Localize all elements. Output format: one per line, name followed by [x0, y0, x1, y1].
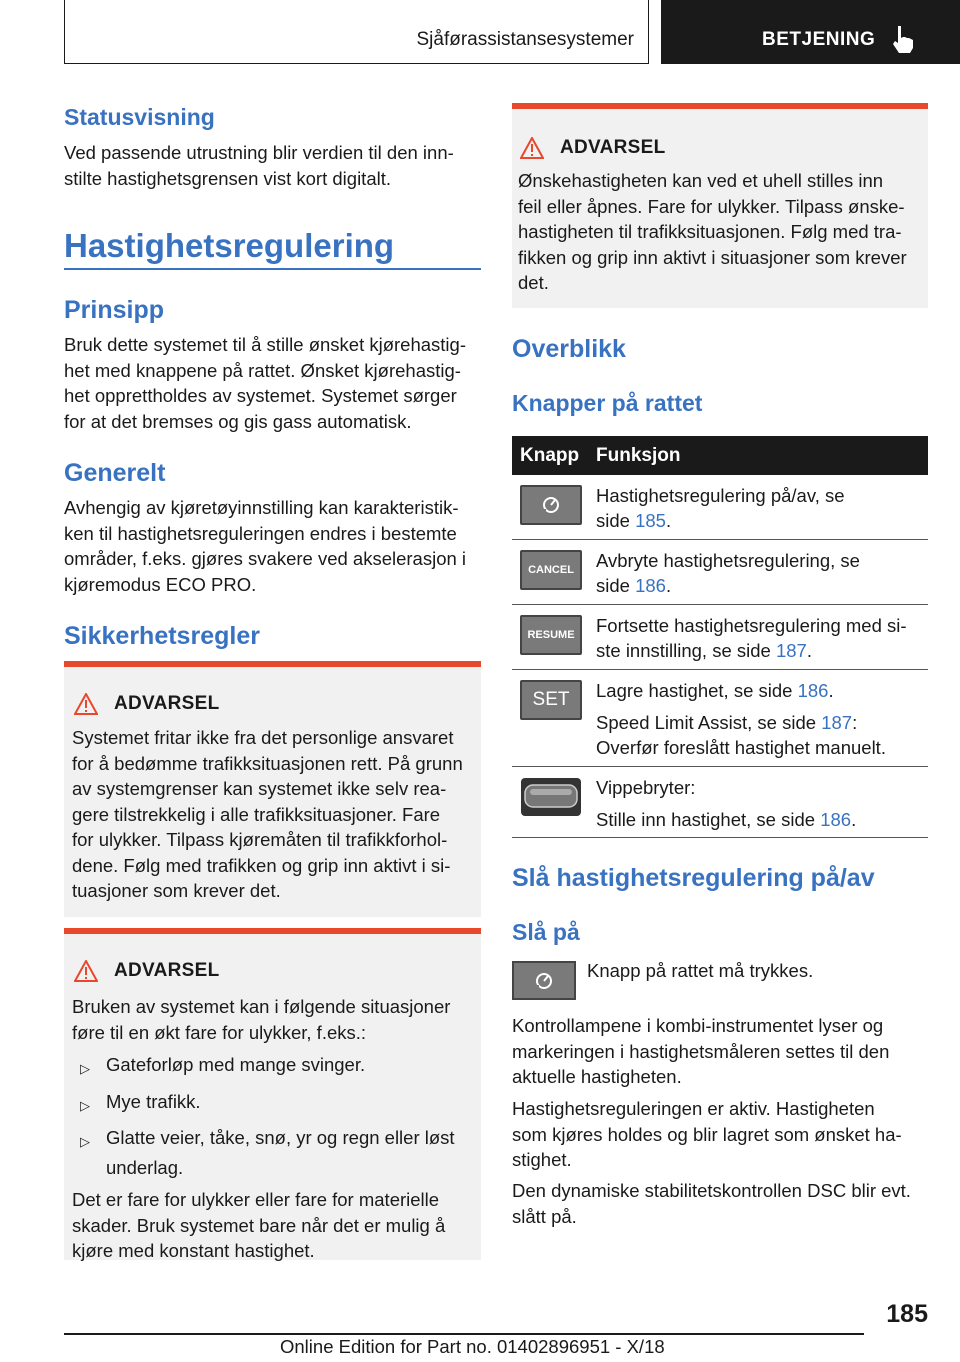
row-3-text: Fortsette hastighetsregulering med si- ste innstilling, se side 187.	[596, 615, 907, 661]
prinsipp-heading: Prinsipp	[64, 296, 165, 324]
hand-pointer-icon	[891, 24, 917, 54]
footer-edition: Online Edition for Part no. 01402896951 - X/18	[280, 1336, 665, 1357]
header-section-tab	[64, 0, 649, 64]
table-row	[512, 670, 928, 767]
page-link[interactable]: 186	[820, 809, 852, 830]
rocker-switch-icon	[520, 777, 582, 817]
generelt-heading: Generelt	[64, 459, 166, 487]
page-title: Hastighetsregulering	[64, 227, 395, 264]
table-row	[512, 475, 928, 540]
list-item: ▷ Gateforløp med mange svinger.	[80, 1054, 366, 1076]
warning-triangle-icon	[520, 137, 544, 159]
warning-3-title: ADVARSEL	[520, 137, 666, 159]
slapa-text: Knapp på rattet må trykkes.	[587, 960, 814, 981]
row-4-text: Lagre hastighet, se side 186. Speed Limit Assist, se side 187: Overfør foreslått hastighet manuelt.	[596, 680, 886, 758]
list-item: ▷ Glatte veier, tåke, snø, yr og regn eller løst	[80, 1127, 455, 1149]
header-chapter-tab	[661, 0, 960, 64]
row-5-text: Vippebryter: Stille inn hastighet, se side 186.	[596, 777, 857, 830]
resume-key-icon: RESUME	[520, 615, 582, 655]
slapa-para-3: Den dynamiske stabilitetskontrollen DSC blir evt. slått på.	[512, 1180, 911, 1227]
header-section-title: Sjåførassistansesystemer	[416, 29, 634, 50]
row-1-text: Hastighetsregulering på/av, se side 185.	[596, 485, 845, 531]
table-row	[512, 540, 928, 605]
warning-triangle-icon	[74, 960, 98, 982]
generelt-text: Avhengig av kjøretøyinnstilling kan karakteristik- ken til hastighetsreguleringen endres i bestemte områder, f.eks. gjøres svakere ved akselerasjon i kjøremodus ECO PRO.	[64, 497, 467, 595]
table-header	[512, 436, 928, 475]
prinsipp-text: Bruk dette systemet til å stille ønsket kjørehastig- het med knappene på rattet. Ønsket kjørehastig- het opprettholdes av systemet. Systemet sørger for at det bremses og gis gass automatisk.	[64, 334, 466, 432]
warning-box-3	[512, 103, 928, 308]
overblikk-heading: Overblikk	[512, 335, 626, 363]
table-header-knapp: Knapp	[520, 445, 580, 466]
slapa-para-1: Kontrollampene i kombi-instrumentet lyser og markeringen i hastighetsmåleren settes til den aktuelle hastigheten.	[512, 1015, 890, 1087]
statusvisning-text: Ved passende utrustning blir verdien til den inn- stilte hastighetsgrensen vist kort digitalt.	[64, 142, 454, 189]
knapper-heading: Knapper på rattet	[512, 390, 703, 416]
cruise-toggle-key-icon	[520, 485, 582, 525]
page-link[interactable]: 187	[821, 712, 853, 733]
warning-1-text: Systemet fritar ikke fra det personlige ansvaret for å bedømme trafikksituasjonen rett. På grunn av systemgrenser kan systemet ikke selv rea- gere tilstrekkelig i alle trafikksituasjoner. Fare for ulykker. Tilpass kjøremåten til trafikkforhol- dene. Følg med trafikken og grip inn aktivt i si- tuasjoner som krever det.	[72, 727, 463, 901]
row-2-text: Avbryte hastighetsregulering, se side 186.	[596, 550, 860, 596]
warning-triangle-icon	[74, 693, 98, 715]
onoff-heading: Slå hastighetsregulering på/av	[512, 864, 875, 892]
table-row	[512, 767, 928, 838]
footer-rule	[64, 1333, 864, 1335]
sikkerhetsregler-heading: Sikkerhetsregler	[64, 622, 260, 650]
header-chapter-title: BETJENING	[762, 29, 876, 50]
title-rule	[64, 268, 481, 270]
table-header-funksjon: Funksjon	[596, 445, 681, 466]
buttons-table	[512, 436, 928, 838]
page-link[interactable]: 185	[635, 510, 666, 531]
list-item: ▷ Mye trafikk.	[80, 1090, 201, 1113]
warning-2-title: ADVARSEL	[74, 960, 220, 982]
page-link[interactable]: 187	[775, 640, 807, 661]
warning-box-2	[64, 928, 481, 1260]
warning-2-text: Bruken av systemet kan i følgende situasjoner føre til en økt fare for ulykker, f.eks.: ▷ Gateforløp med mange svinger. ▷ Mye trafikk. ▷ Glatte veier, tåke, snø, yr og regn eller løst underlag. Det er fare for ulykker eller fare for materielle skader. Bruk systemet bare når det er mulig å kjøre med konstant hastighet.	[72, 994, 477, 1264]
page-number: 185	[886, 1300, 928, 1328]
warning-box-1	[64, 661, 481, 917]
cruise-toggle-key-icon	[512, 961, 576, 1000]
statusvisning-heading: Statusvisning	[64, 104, 215, 130]
page-link[interactable]: 186	[797, 680, 829, 701]
page-link[interactable]: 186	[635, 575, 666, 596]
set-key-icon: SET	[520, 680, 582, 720]
slapa-heading: Slå på	[512, 919, 580, 945]
slapa-para-2: Hastighetsreguleringen er aktiv. Hastigheten som kjøres holdes og blir lagret som ønsket ha- stighet.	[512, 1098, 902, 1170]
cancel-key-icon: CANCEL	[520, 550, 582, 590]
warning-1-title: ADVARSEL	[74, 693, 220, 715]
table-row	[512, 605, 928, 670]
warning-3-text: Ønskehastigheten kan ved et uhell stilles inn feil eller åpnes. Fare for ulykker. Tilpass ønske- hastigheten til trafikksituasjonen. Følg med tra- fikken og grip inn aktivt i situasjoner som krever det.	[518, 170, 907, 293]
